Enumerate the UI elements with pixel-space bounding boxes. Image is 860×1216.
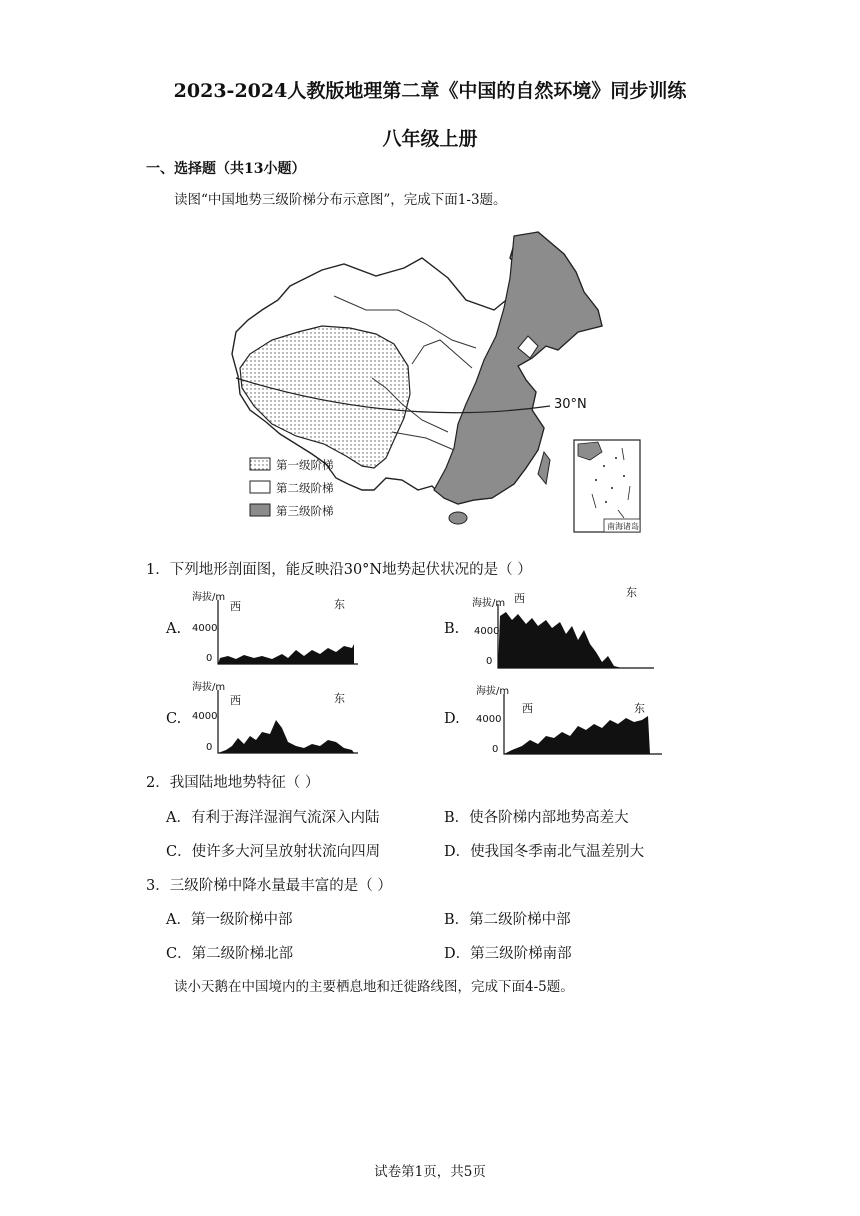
profile-b-west: 西 [514, 592, 525, 605]
option-3d[interactable]: D．第三级阶梯南部 [444, 946, 572, 962]
profile-a[interactable] [192, 588, 372, 668]
intro-text-2: 读小天鹅在中国境内的主要栖息地和迁徙路线图，完成下面4-5题。 [174, 979, 574, 995]
profile-a-tick-bottom: 0 [206, 653, 213, 664]
profile-b-east: 东 [626, 586, 637, 599]
option-2a[interactable]: A．有利于海洋湿润气流深入内陆 [166, 810, 380, 826]
option-2d[interactable]: D．使我国冬季南北气温差别大 [444, 844, 645, 860]
option-1c-letter[interactable]: C. [166, 711, 182, 727]
title-line1: 2023-2024人教版地理第二章《中国的自然环境》同步训练 [173, 80, 687, 102]
option-1d-letter[interactable]: D. [444, 711, 460, 727]
profile-a-east: 东 [334, 598, 345, 611]
profile-b-tick-bottom: 0 [486, 656, 493, 667]
profile-a-ylabel: 海拔/m [192, 592, 226, 603]
profile-a-tick-top: 4000 [192, 623, 218, 634]
option-3b[interactable]: B．第二级阶梯中部 [444, 912, 571, 928]
inset-label: 南海诸岛 [607, 522, 639, 531]
profile-b-terrain [498, 612, 622, 668]
map-legend [250, 458, 334, 518]
question-1: 1．下列地形剖面图，能反映沿30°N地势起伏状况的是（ ） [146, 562, 532, 578]
option-2b[interactable]: B．使各阶梯内部地势高差大 [444, 810, 629, 826]
profile-c-tick-bottom: 0 [206, 742, 213, 753]
option-3c[interactable]: C．第二级阶梯北部 [166, 946, 294, 962]
option-1a-letter[interactable]: A. [166, 621, 182, 637]
option-2c[interactable]: C．使许多大河呈放射状流向四周 [166, 844, 381, 860]
profile-c-east: 东 [334, 692, 345, 705]
profile-a-west: 西 [230, 600, 241, 613]
profile-d-west: 西 [522, 702, 533, 715]
option-1b-letter[interactable]: B. [444, 621, 460, 637]
profile-c[interactable] [192, 676, 372, 758]
legend-step-1: 第一级阶梯 [276, 458, 334, 472]
section-heading: 一、选择题（共13小题） [146, 161, 306, 177]
profile-d-east: 东 [634, 702, 645, 715]
profile-b-ylabel: 海拔/m [472, 598, 506, 609]
profile-b-tick-top: 4000 [474, 626, 500, 637]
profile-c-tick-top: 4000 [192, 711, 218, 722]
profile-d-ylabel: 海拔/m [476, 686, 510, 697]
profile-b[interactable] [472, 582, 672, 672]
china-terrain-steps-map [226, 228, 652, 540]
profile-d-tick-top: 4000 [476, 714, 502, 725]
title-line2: 八年级上册 [382, 128, 478, 150]
legend-step-3: 第三级阶梯 [276, 504, 334, 518]
south-china-sea-inset [574, 440, 640, 532]
profile-d[interactable] [472, 680, 672, 762]
profile-c-west: 西 [230, 694, 241, 707]
profile-d-tick-bottom: 0 [492, 744, 499, 755]
profile-a-terrain [218, 644, 354, 664]
profile-c-terrain [218, 720, 354, 753]
option-3a[interactable]: A．第一级阶梯中部 [166, 912, 293, 928]
latitude-label: 30°N [554, 397, 587, 412]
intro-text-1: 读图“中国地势三级阶梯分布示意图”，完成下面1-3题。 [174, 192, 507, 208]
legend-step-2: 第二级阶梯 [276, 481, 334, 495]
question-3: 3．三级阶梯中降水量最丰富的是（ ） [146, 878, 392, 894]
profile-d-terrain [504, 716, 650, 754]
page-footer: 试卷第1页，共5页 [374, 1164, 486, 1180]
profile-c-ylabel: 海拔/m [192, 682, 226, 693]
question-2: 2．我国陆地地势特征（ ） [146, 775, 320, 791]
